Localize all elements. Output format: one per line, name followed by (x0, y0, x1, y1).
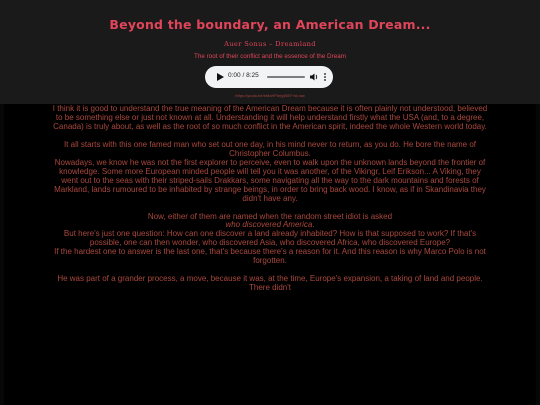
more-options-icon[interactable] (323, 72, 327, 82)
paragraph-text: Now, either of them are named when the random street idiot is asked (147, 211, 393, 221)
source-link[interactable]: https://youtu.be/eMoHFtmgW8Y?si=aw (235, 93, 305, 98)
volume-icon[interactable] (309, 72, 319, 82)
page-title: Beyond the boundary, an American Dream... (109, 17, 431, 32)
paragraph-text: . (312, 220, 315, 230)
paragraph: He was part of a grander process, a move, because it was, at the time, Europe's expansion, a taking of land and people. There didn't (57, 274, 483, 293)
time-display: 0:00 / 8:25 (228, 72, 259, 79)
byline: Auer Sonus – Dreamland (224, 40, 316, 48)
paragraph: It all starts with this one famed man who set out one day, in his mind never to return, as you do. He bore the name of Christopher Columbus. (63, 139, 477, 158)
play-icon[interactable] (217, 73, 224, 81)
progress-track[interactable] (267, 76, 305, 78)
emphasis-text: who discovered America (225, 220, 313, 230)
paragraph: I think it is good to understand the true meaning of the American Dream because it is often plainly not understood, believed to be something else or just not known at all. Understanding it will help understand firstly what the USA (and, to a degree, Canada) is truly about, as well as the root of so much conflict in the American spirit, indeed the whole Western world today. (52, 104, 488, 131)
paragraph: But here's just one question: How can one discover a land already inhabited? How is that supposed to work? If that's possible, one can then wonder, who discovered Asia, who discovered Africa, who discovered Europe? (63, 229, 477, 248)
paragraph (50, 213, 490, 231)
audio-player[interactable] (205, 66, 333, 88)
paragraph: Nowadays, we know he was not the first explorer to perceive, even to walk upon the unknown lands beyond the frontier of knowledge. Some more European minded people will tell you it was another, of the Vikingr, Leif Erikson... A Viking, they went out to the seas with their striped-sails Drakkars, some navigating all the way to the dark mountains and forests of Markland, lands rumoured to be inhabited by strange beings, in order to bring back wood. I know, as if in Skandinavia they didn't have any. (54, 157, 486, 203)
paragraph: If the hardest one to answer is the last one, that's because there's a reason for it. And this reason is why Marco Polo is not forgotten. (54, 247, 486, 266)
subtitle: The root of their conflict and the essence of the Dream (194, 53, 346, 60)
article-body (50, 105, 490, 293)
header (0, 0, 540, 104)
